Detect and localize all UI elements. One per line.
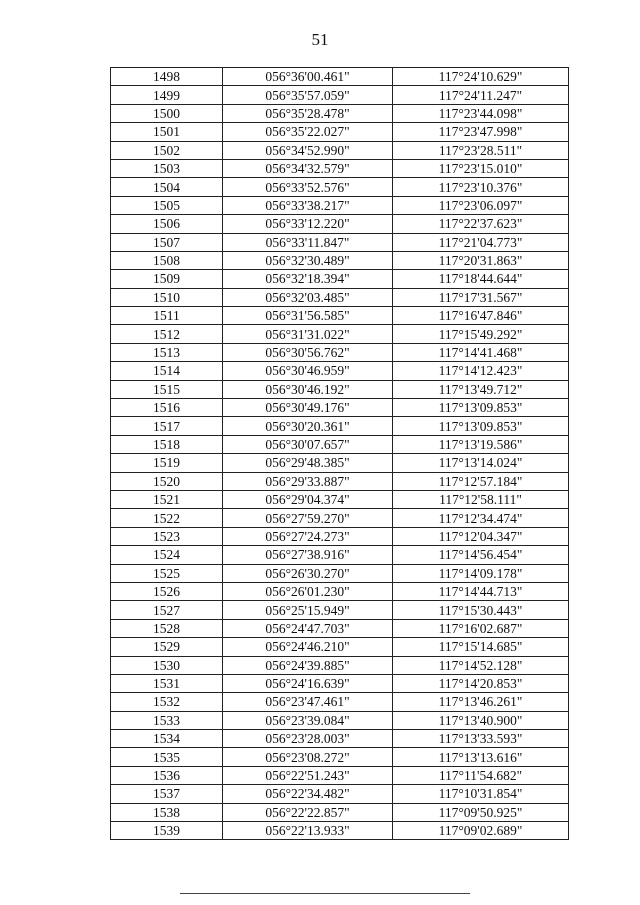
table-row <box>111 178 569 196</box>
coordinates-table-body <box>111 68 569 840</box>
latitude-cell: 056°33'12.220" <box>223 215 393 233</box>
table-row <box>111 362 569 380</box>
latitude-cell: 056°34'52.990" <box>223 141 393 159</box>
point-number-cell: 1516 <box>111 399 223 417</box>
point-number-cell: 1517 <box>111 417 223 435</box>
latitude-cell: 056°26'30.270" <box>223 564 393 582</box>
longitude-cell: 117°14'20.853" <box>393 674 569 692</box>
latitude-cell: 056°22'13.933" <box>223 822 393 840</box>
table-row <box>111 68 569 86</box>
longitude-cell: 117°10'31.854" <box>393 785 569 803</box>
table-row <box>111 325 569 343</box>
longitude-cell: 117°17'31.567" <box>393 288 569 306</box>
longitude-cell: 117°18'44.644" <box>393 270 569 288</box>
table-row <box>111 656 569 674</box>
point-number-cell: 1503 <box>111 159 223 177</box>
latitude-cell: 056°32'18.394" <box>223 270 393 288</box>
longitude-cell: 117°23'06.097" <box>393 196 569 214</box>
table-row <box>111 141 569 159</box>
latitude-cell: 056°31'31.022" <box>223 325 393 343</box>
point-number-cell: 1528 <box>111 619 223 637</box>
longitude-cell: 117°23'10.376" <box>393 178 569 196</box>
point-number-cell: 1522 <box>111 509 223 527</box>
longitude-cell: 117°09'02.689" <box>393 822 569 840</box>
longitude-cell: 117°23'44.098" <box>393 104 569 122</box>
point-number-cell: 1526 <box>111 582 223 600</box>
longitude-cell: 117°14'41.468" <box>393 343 569 361</box>
point-number-cell: 1536 <box>111 766 223 784</box>
point-number-cell: 1512 <box>111 325 223 343</box>
latitude-cell: 056°36'00.461" <box>223 68 393 86</box>
latitude-cell: 056°26'01.230" <box>223 582 393 600</box>
table-row <box>111 104 569 122</box>
table-row <box>111 159 569 177</box>
latitude-cell: 056°22'51.243" <box>223 766 393 784</box>
longitude-cell: 117°13'46.261" <box>393 693 569 711</box>
longitude-cell: 117°12'04.347" <box>393 527 569 545</box>
longitude-cell: 117°09'50.925" <box>393 803 569 821</box>
point-number-cell: 1537 <box>111 785 223 803</box>
longitude-cell: 117°15'30.443" <box>393 601 569 619</box>
longitude-cell: 117°20'31.863" <box>393 251 569 269</box>
point-number-cell: 1538 <box>111 803 223 821</box>
longitude-cell: 117°12'58.111" <box>393 490 569 508</box>
latitude-cell: 056°33'11.847" <box>223 233 393 251</box>
longitude-cell: 117°14'52.128" <box>393 656 569 674</box>
point-number-cell: 1498 <box>111 68 223 86</box>
latitude-cell: 056°33'52.576" <box>223 178 393 196</box>
table-row <box>111 307 569 325</box>
coordinates-table <box>110 67 569 840</box>
latitude-cell: 056°30'46.959" <box>223 362 393 380</box>
latitude-cell: 056°22'34.482" <box>223 785 393 803</box>
point-number-cell: 1527 <box>111 601 223 619</box>
point-number-cell: 1518 <box>111 435 223 453</box>
point-number-cell: 1509 <box>111 270 223 288</box>
table-row <box>111 233 569 251</box>
point-number-cell: 1502 <box>111 141 223 159</box>
table-row <box>111 803 569 821</box>
longitude-cell: 117°12'57.184" <box>393 472 569 490</box>
table-row <box>111 693 569 711</box>
point-number-cell: 1529 <box>111 638 223 656</box>
latitude-cell: 056°30'56.762" <box>223 343 393 361</box>
table-row <box>111 251 569 269</box>
table-row <box>111 601 569 619</box>
point-number-cell: 1505 <box>111 196 223 214</box>
latitude-cell: 056°35'57.059" <box>223 86 393 104</box>
latitude-cell: 056°24'39.885" <box>223 656 393 674</box>
longitude-cell: 117°21'04.773" <box>393 233 569 251</box>
table-row <box>111 417 569 435</box>
latitude-cell: 056°22'22.857" <box>223 803 393 821</box>
table-row <box>111 215 569 233</box>
longitude-cell: 117°13'09.853" <box>393 399 569 417</box>
point-number-cell: 1534 <box>111 730 223 748</box>
latitude-cell: 056°30'20.361" <box>223 417 393 435</box>
point-number-cell: 1521 <box>111 490 223 508</box>
latitude-cell: 056°30'49.176" <box>223 399 393 417</box>
table-row <box>111 766 569 784</box>
point-number-cell: 1513 <box>111 343 223 361</box>
table-row <box>111 490 569 508</box>
latitude-cell: 056°23'28.003" <box>223 730 393 748</box>
latitude-cell: 056°29'48.385" <box>223 454 393 472</box>
latitude-cell: 056°29'04.374" <box>223 490 393 508</box>
table-row <box>111 748 569 766</box>
longitude-cell: 117°13'19.586" <box>393 435 569 453</box>
longitude-cell: 117°13'33.593" <box>393 730 569 748</box>
table-row <box>111 399 569 417</box>
longitude-cell: 117°13'09.853" <box>393 417 569 435</box>
table-row <box>111 822 569 840</box>
longitude-cell: 117°12'34.474" <box>393 509 569 527</box>
latitude-cell: 056°33'38.217" <box>223 196 393 214</box>
table-row <box>111 196 569 214</box>
longitude-cell: 117°14'44.713" <box>393 582 569 600</box>
point-number-cell: 1531 <box>111 674 223 692</box>
point-number-cell: 1506 <box>111 215 223 233</box>
longitude-cell: 117°13'13.616" <box>393 748 569 766</box>
latitude-cell: 056°35'22.027" <box>223 123 393 141</box>
point-number-cell: 1504 <box>111 178 223 196</box>
table-row <box>111 288 569 306</box>
table-row <box>111 674 569 692</box>
latitude-cell: 056°24'16.639" <box>223 674 393 692</box>
latitude-cell: 056°27'24.273" <box>223 527 393 545</box>
table-row <box>111 546 569 564</box>
point-number-cell: 1519 <box>111 454 223 472</box>
latitude-cell: 056°24'46.210" <box>223 638 393 656</box>
bottom-rule <box>180 893 470 894</box>
longitude-cell: 117°15'49.292" <box>393 325 569 343</box>
table-row <box>111 564 569 582</box>
longitude-cell: 117°23'47.998" <box>393 123 569 141</box>
point-number-cell: 1523 <box>111 527 223 545</box>
point-number-cell: 1532 <box>111 693 223 711</box>
latitude-cell: 056°29'33.887" <box>223 472 393 490</box>
page-number: 51 <box>311 30 329 49</box>
table-row <box>111 343 569 361</box>
point-number-cell: 1524 <box>111 546 223 564</box>
latitude-cell: 056°34'32.579" <box>223 159 393 177</box>
latitude-cell: 056°24'47.703" <box>223 619 393 637</box>
latitude-cell: 056°27'38.916" <box>223 546 393 564</box>
longitude-cell: 117°13'14.024" <box>393 454 569 472</box>
point-number-cell: 1508 <box>111 251 223 269</box>
longitude-cell: 117°24'11.247" <box>393 86 569 104</box>
point-number-cell: 1530 <box>111 656 223 674</box>
table-row <box>111 730 569 748</box>
longitude-cell: 117°13'40.900" <box>393 711 569 729</box>
table-row <box>111 435 569 453</box>
point-number-cell: 1500 <box>111 104 223 122</box>
point-number-cell: 1539 <box>111 822 223 840</box>
table-row <box>111 380 569 398</box>
longitude-cell: 117°14'09.178" <box>393 564 569 582</box>
table-row <box>111 582 569 600</box>
latitude-cell: 056°31'56.585" <box>223 307 393 325</box>
point-number-cell: 1501 <box>111 123 223 141</box>
latitude-cell: 056°25'15.949" <box>223 601 393 619</box>
point-number-cell: 1515 <box>111 380 223 398</box>
table-row <box>111 711 569 729</box>
point-number-cell: 1511 <box>111 307 223 325</box>
table-row <box>111 509 569 527</box>
latitude-cell: 056°23'47.461" <box>223 693 393 711</box>
longitude-cell: 117°23'28.511" <box>393 141 569 159</box>
table-row <box>111 123 569 141</box>
point-number-cell: 1514 <box>111 362 223 380</box>
latitude-cell: 056°23'08.272" <box>223 748 393 766</box>
latitude-cell: 056°32'30.489" <box>223 251 393 269</box>
longitude-cell: 117°13'49.712" <box>393 380 569 398</box>
point-number-cell: 1535 <box>111 748 223 766</box>
longitude-cell: 117°16'02.687" <box>393 619 569 637</box>
latitude-cell: 056°30'46.192" <box>223 380 393 398</box>
table-row <box>111 86 569 104</box>
table-row <box>111 785 569 803</box>
latitude-cell: 056°27'59.270" <box>223 509 393 527</box>
longitude-cell: 117°24'10.629" <box>393 68 569 86</box>
point-number-cell: 1507 <box>111 233 223 251</box>
table-row <box>111 638 569 656</box>
table-row <box>111 527 569 545</box>
longitude-cell: 117°23'15.010" <box>393 159 569 177</box>
point-number-cell: 1533 <box>111 711 223 729</box>
table-row <box>111 619 569 637</box>
table-row <box>111 472 569 490</box>
point-number-cell: 1499 <box>111 86 223 104</box>
longitude-cell: 117°11'54.682" <box>393 766 569 784</box>
longitude-cell: 117°22'37.623" <box>393 215 569 233</box>
latitude-cell: 056°35'28.478" <box>223 104 393 122</box>
point-number-cell: 1510 <box>111 288 223 306</box>
latitude-cell: 056°30'07.657" <box>223 435 393 453</box>
longitude-cell: 117°15'14.685" <box>393 638 569 656</box>
table-row <box>111 454 569 472</box>
table-row <box>111 270 569 288</box>
latitude-cell: 056°23'39.084" <box>223 711 393 729</box>
longitude-cell: 117°16'47.846" <box>393 307 569 325</box>
longitude-cell: 117°14'56.454" <box>393 546 569 564</box>
point-number-cell: 1525 <box>111 564 223 582</box>
point-number-cell: 1520 <box>111 472 223 490</box>
latitude-cell: 056°32'03.485" <box>223 288 393 306</box>
longitude-cell: 117°14'12.423" <box>393 362 569 380</box>
